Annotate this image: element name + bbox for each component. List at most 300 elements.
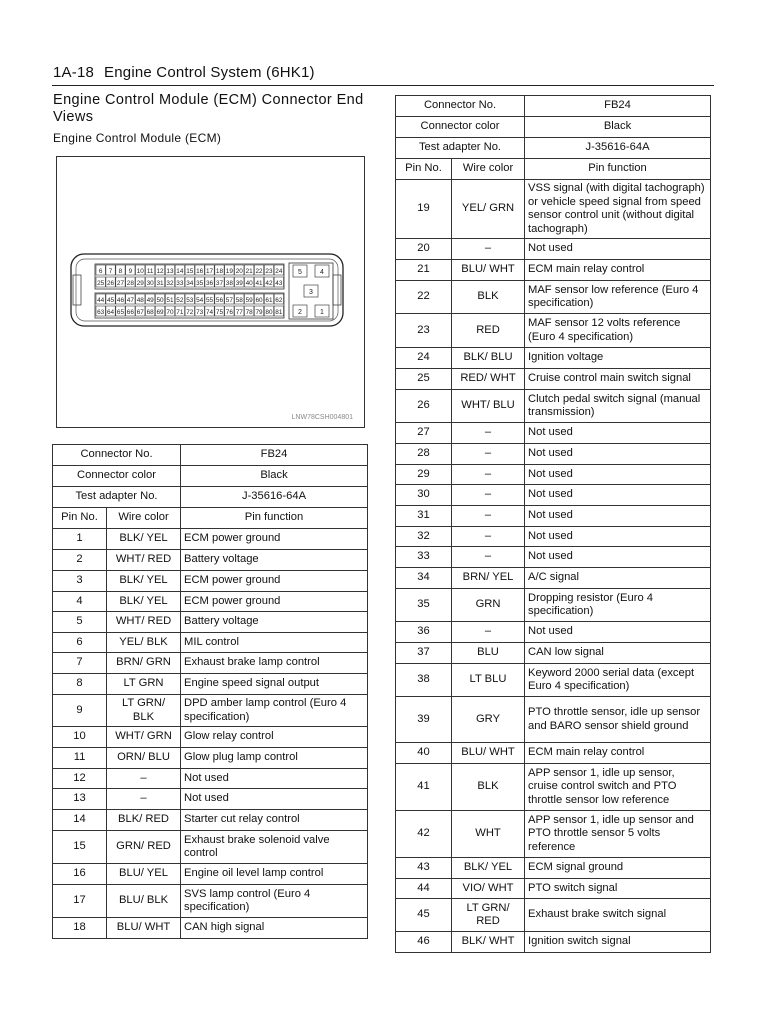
power-pin-label: 4	[320, 269, 324, 276]
pin-number: 33	[396, 547, 452, 568]
table-row	[396, 314, 711, 348]
pin-label: 8	[118, 267, 123, 275]
wire-color: BLK/ YEL	[107, 571, 181, 592]
header-value: Black	[525, 117, 711, 138]
wire-color: BRN/ GRN	[107, 653, 181, 674]
pin-label: 32	[166, 279, 174, 287]
wire-color: BLK	[452, 281, 525, 314]
header-label: Connector color	[396, 117, 525, 138]
section-subtitle: Engine Control Module (ECM)	[53, 131, 222, 145]
pin-number: 39	[396, 697, 452, 743]
pin-label: 51	[166, 296, 174, 304]
left-key-notch	[73, 275, 81, 305]
power-pin-label: 3	[309, 289, 313, 296]
pin-function: MAF sensor 12 volts reference (Euro 4 specification)	[525, 314, 711, 348]
pin-number: 8	[53, 674, 107, 695]
pin-label: 54	[196, 296, 204, 304]
pin-function: Exhaust brake lamp control	[181, 653, 368, 674]
pin-number: 15	[53, 831, 107, 864]
pin-function: Not used	[525, 485, 711, 506]
table-header-row	[396, 96, 711, 117]
wire-color: BLK	[452, 764, 525, 811]
header-label: Connector No.	[396, 96, 525, 117]
pin-label: 11	[146, 267, 154, 275]
table-row	[396, 465, 711, 485]
pin-label: 14	[176, 267, 184, 275]
pin-number: 46	[396, 932, 452, 953]
pin-number: 4	[53, 592, 107, 612]
pin-number: 14	[53, 810, 107, 831]
pin-number: 45	[396, 899, 452, 932]
pin-number: 38	[396, 664, 452, 697]
table-row	[396, 506, 711, 527]
pin-label: 35	[196, 279, 204, 287]
pin-label: 48	[136, 296, 144, 304]
wire-color: GRY	[452, 697, 525, 743]
table-header-row	[53, 445, 368, 466]
pin-label: 26	[106, 279, 115, 287]
pin-function: Engine speed signal output	[181, 674, 368, 695]
power-pin-label: 1	[320, 309, 324, 316]
header-value: FB24	[525, 96, 711, 117]
table-row	[53, 633, 368, 653]
table-row	[396, 811, 711, 858]
header-value: J-35616-64A	[525, 138, 711, 159]
header-value: Black	[181, 466, 368, 487]
pin-table-right	[395, 95, 711, 953]
pin-number: 22	[396, 281, 452, 314]
table-row	[396, 423, 711, 444]
pin-label: 20	[235, 267, 243, 275]
table-row	[396, 858, 711, 879]
pin-label: 24	[275, 267, 283, 275]
header-value: FB24	[181, 445, 368, 466]
power-pin-label: 5	[298, 269, 302, 276]
pin-function: Clutch pedal switch signal (manual transmission)	[525, 390, 711, 423]
pin-label: 46	[116, 296, 125, 304]
table-row	[396, 281, 711, 314]
pin-number: 24	[396, 348, 452, 369]
wire-color: BLK/ BLU	[452, 348, 525, 369]
pin-label: 58	[235, 296, 243, 304]
pin-number: 11	[53, 748, 107, 769]
pin-label: 45	[106, 296, 115, 304]
table-row	[53, 810, 368, 831]
pin-label: 22	[255, 267, 263, 275]
pin-function: Not used	[525, 239, 711, 260]
pin-number: 27	[396, 423, 452, 444]
table-row	[396, 547, 711, 568]
pin-number: 20	[396, 239, 452, 260]
pin-label: 69	[156, 308, 164, 316]
pin-label: 59	[245, 296, 253, 304]
pin-function: Exhaust brake switch signal	[525, 899, 711, 932]
pin-number: 43	[396, 858, 452, 879]
wire-color: WHT/ RED	[107, 550, 181, 571]
connector-figure	[56, 156, 365, 428]
pin-label: 13	[166, 267, 174, 275]
wire-color: LT GRN	[107, 674, 181, 695]
pin-label: 70	[166, 308, 174, 316]
pin-label: 37	[215, 279, 224, 287]
pin-function: Exhaust brake solenoid valve control	[181, 831, 368, 864]
wire-color: –	[107, 769, 181, 789]
pin-function: MIL control	[181, 633, 368, 653]
pin-function: ECM power ground	[181, 571, 368, 592]
right-key-notch	[333, 275, 341, 305]
pin-function: Battery voltage	[181, 550, 368, 571]
pin-number: 25	[396, 369, 452, 390]
pin-label: 78	[245, 308, 253, 316]
wire-color: WHT/ RED	[107, 612, 181, 633]
wire-color: –	[452, 506, 525, 527]
pin-label: 74	[205, 308, 214, 316]
pin-function: Not used	[525, 423, 711, 444]
table-row	[396, 589, 711, 622]
pin-function: Not used	[525, 506, 711, 527]
table-row	[53, 695, 368, 727]
pin-label: 52	[176, 296, 184, 304]
pin-label: 65	[116, 308, 125, 316]
wire-color: GRN/ RED	[107, 831, 181, 864]
wire-color: –	[452, 444, 525, 465]
pin-number: 44	[396, 879, 452, 899]
pin-label: 75	[215, 308, 224, 316]
pin-label: 79	[255, 308, 263, 316]
wire-color: WHT	[452, 811, 525, 858]
table-row	[396, 743, 711, 764]
table-row	[396, 390, 711, 423]
pin-function: Not used	[525, 527, 711, 547]
pin-function: Not used	[525, 622, 711, 643]
pin-number: 19	[396, 180, 452, 239]
table-row	[396, 697, 711, 743]
table-row	[396, 932, 711, 953]
wire-color: –	[107, 789, 181, 810]
pin-function: Starter cut relay control	[181, 810, 368, 831]
pin-label: 12	[156, 267, 164, 275]
pin-label: 40	[245, 279, 253, 287]
pin-number: 28	[396, 444, 452, 465]
pin-number: 40	[396, 743, 452, 764]
pin-label: 7	[108, 267, 113, 275]
pin-label: 61	[265, 296, 273, 304]
table-row	[396, 239, 711, 260]
table-header-row	[396, 138, 711, 159]
pin-label: 64	[106, 308, 115, 316]
table-header-row	[53, 466, 368, 487]
wire-color: –	[452, 239, 525, 260]
wire-color: YEL/ BLK	[107, 633, 181, 653]
pin-function: PTO throttle sensor, idle up sensor and BARO sensor shield ground	[525, 697, 711, 743]
pin-number: 5	[53, 612, 107, 633]
header-rule	[52, 85, 714, 86]
pin-label: 66	[126, 308, 134, 316]
wire-color: –	[452, 485, 525, 506]
table-row	[396, 444, 711, 465]
section-title: Engine Control Module (ECM) Connector End Views	[53, 92, 364, 125]
wire-color: RED/ WHT	[452, 369, 525, 390]
wire-color: GRN	[452, 589, 525, 622]
pin-number: 9	[53, 695, 107, 727]
table-row	[396, 622, 711, 643]
pin-label: 56	[215, 296, 224, 304]
pin-number: 42	[396, 811, 452, 858]
wire-color: BLK/ YEL	[107, 529, 181, 550]
table-row	[53, 789, 368, 810]
header-label: Test adapter No.	[53, 487, 181, 508]
pin-number: 36	[396, 622, 452, 643]
pin-number: 16	[53, 864, 107, 885]
page-number: 1A-18	[53, 64, 95, 81]
wire-color: BLK/ RED	[107, 810, 181, 831]
pin-number: 10	[53, 727, 107, 748]
pin-label: 19	[225, 267, 233, 275]
column-header: Wire color	[107, 508, 181, 529]
table-row	[53, 864, 368, 885]
header-label: Connector color	[53, 466, 181, 487]
pin-label: 17	[205, 267, 214, 275]
pin-function: Not used	[181, 789, 368, 810]
table-row	[53, 653, 368, 674]
pin-number: 7	[53, 653, 107, 674]
pin-label: 36	[205, 279, 214, 287]
pin-label: 63	[97, 308, 105, 316]
wire-color: BLU/ BLK	[107, 885, 181, 918]
pin-function: ECM main relay control	[525, 260, 711, 281]
pin-label: 31	[156, 279, 164, 287]
pin-label: 67	[136, 308, 144, 316]
table-header-row	[53, 487, 368, 508]
pin-label: 49	[146, 296, 154, 304]
table-row	[396, 485, 711, 506]
pin-function: Glow plug lamp control	[181, 748, 368, 769]
pin-label: 9	[128, 267, 133, 275]
pin-number: 17	[53, 885, 107, 918]
pin-function: ECM signal ground	[525, 858, 711, 879]
pin-function: VSS signal (with digital tachograph) or vehicle speed signal from speed sensor control unit (without digital tachograph)	[525, 180, 711, 239]
pin-function: PTO switch signal	[525, 879, 711, 899]
pin-function: Glow relay control	[181, 727, 368, 748]
table-row	[396, 664, 711, 697]
table-row	[53, 769, 368, 789]
table-row	[396, 879, 711, 899]
column-header-row	[396, 159, 711, 180]
wire-color: VIO/ WHT	[452, 879, 525, 899]
table-row	[396, 369, 711, 390]
pin-number: 3	[53, 571, 107, 592]
pin-label: 34	[186, 279, 194, 287]
power-pin-label: 2	[298, 309, 302, 316]
wire-color: WHT/ GRN	[107, 727, 181, 748]
pin-function: A/C signal	[525, 568, 711, 589]
pin-function: APP sensor 1, idle up sensor and PTO throttle sensor 5 volts reference	[525, 811, 711, 858]
pin-number: 34	[396, 568, 452, 589]
pin-function: Keyword 2000 serial data (except Euro 4 specification)	[525, 664, 711, 697]
wire-color: –	[452, 622, 525, 643]
pin-label: 68	[146, 308, 154, 316]
wire-color: BLU/ WHT	[107, 918, 181, 939]
pin-function: SVS lamp control (Euro 4 specification)	[181, 885, 368, 918]
pin-function: Not used	[525, 444, 711, 465]
table-row	[396, 643, 711, 664]
pin-function: DPD amber lamp control (Euro 4 specification)	[181, 695, 368, 727]
pin-number: 41	[396, 764, 452, 811]
wire-color: –	[452, 423, 525, 444]
pin-label: 6	[98, 267, 103, 275]
wire-color: BLK/ YEL	[452, 858, 525, 879]
pin-label: 10	[136, 267, 144, 275]
table-row	[53, 592, 368, 612]
table-row	[53, 571, 368, 592]
pin-label: 44	[97, 296, 105, 304]
header-label: Connector No.	[53, 445, 181, 466]
wire-color: LT GRN/ RED	[452, 899, 525, 932]
pin-function: ECM main relay control	[525, 743, 711, 764]
column-header-row	[53, 508, 368, 529]
pin-number: 32	[396, 527, 452, 547]
pin-label: 16	[196, 267, 204, 275]
table-row	[53, 529, 368, 550]
pin-number: 23	[396, 314, 452, 348]
table-row	[53, 885, 368, 918]
pin-function: CAN high signal	[181, 918, 368, 939]
page-header	[53, 64, 315, 81]
pin-function: Ignition switch signal	[525, 932, 711, 953]
wire-color: ORN/ BLU	[107, 748, 181, 769]
wire-color: BLU/ YEL	[107, 864, 181, 885]
pin-label: 25	[97, 279, 105, 287]
table-row	[396, 180, 711, 239]
pin-number: 2	[53, 550, 107, 571]
wire-color: BLU/ WHT	[452, 743, 525, 764]
pin-label: 30	[146, 279, 154, 287]
pin-number: 6	[53, 633, 107, 653]
pin-number: 30	[396, 485, 452, 506]
pin-number: 12	[53, 769, 107, 789]
pin-label: 15	[186, 267, 194, 275]
pin-label: 27	[116, 279, 125, 287]
pin-label: 80	[265, 308, 273, 316]
wire-color: –	[452, 527, 525, 547]
pin-function: Cruise control main switch signal	[525, 369, 711, 390]
table-row	[53, 748, 368, 769]
pin-label: 55	[205, 296, 214, 304]
header-value: J-35616-64A	[181, 487, 368, 508]
pin-label: 39	[235, 279, 243, 287]
table-row	[396, 348, 711, 369]
pin-label: 28	[126, 279, 134, 287]
table-row	[53, 831, 368, 864]
pin-function: Engine oil level lamp control	[181, 864, 368, 885]
wire-color: BLU	[452, 643, 525, 664]
pin-label: 76	[225, 308, 233, 316]
pin-function: ECM power ground	[181, 529, 368, 550]
table-row	[396, 527, 711, 547]
pin-function: Ignition voltage	[525, 348, 711, 369]
pin-number: 21	[396, 260, 452, 281]
wire-color: BLU/ WHT	[452, 260, 525, 281]
pin-label: 29	[136, 279, 144, 287]
pin-function: Battery voltage	[181, 612, 368, 633]
header-label: Test adapter No.	[396, 138, 525, 159]
pin-function: ECM power ground	[181, 592, 368, 612]
wire-color: LT BLU	[452, 664, 525, 697]
column-header: Wire color	[452, 159, 525, 180]
table-row	[53, 550, 368, 571]
wire-color: –	[452, 547, 525, 568]
wire-color: YEL/ GRN	[452, 180, 525, 239]
connector-end-view-drawing	[57, 157, 366, 429]
table-row	[53, 918, 368, 939]
pin-function: MAF sensor low reference (Euro 4 specification)	[525, 281, 711, 314]
pin-number: 29	[396, 465, 452, 485]
pin-label: 53	[186, 296, 194, 304]
wire-color: BLK/ YEL	[107, 592, 181, 612]
pin-function: Not used	[525, 465, 711, 485]
pin-label: 33	[176, 279, 184, 287]
pin-label: 71	[176, 308, 184, 316]
pin-function: Dropping resistor (Euro 4 specification)	[525, 589, 711, 622]
pin-label: 47	[126, 296, 134, 304]
pin-label: 81	[275, 308, 283, 316]
table-row	[396, 899, 711, 932]
wire-color: WHT/ BLU	[452, 390, 525, 423]
pin-table-left	[52, 444, 368, 939]
pin-label: 50	[156, 296, 164, 304]
pin-label: 77	[235, 308, 243, 316]
pin-label: 43	[275, 279, 283, 287]
pin-number: 31	[396, 506, 452, 527]
table-row	[53, 612, 368, 633]
pin-function: Not used	[181, 769, 368, 789]
pin-label: 38	[225, 279, 233, 287]
column-header: Pin No.	[53, 508, 107, 529]
pin-label: 23	[265, 267, 273, 275]
pin-number: 18	[53, 918, 107, 939]
column-header: Pin function	[525, 159, 711, 180]
section-name: Engine Control System (6HK1)	[104, 64, 315, 81]
pin-number: 26	[396, 390, 452, 423]
pin-label: 73	[196, 308, 204, 316]
pin-label: 62	[275, 296, 283, 304]
pin-label: 41	[255, 279, 263, 287]
table-row	[396, 568, 711, 589]
table-header-row	[396, 117, 711, 138]
wire-color: BRN/ YEL	[452, 568, 525, 589]
wire-color: –	[452, 465, 525, 485]
pin-label: 21	[245, 267, 253, 275]
table-row	[53, 674, 368, 695]
pin-label: 18	[215, 267, 224, 275]
wire-color: RED	[452, 314, 525, 348]
pin-function: APP sensor 1, idle up sensor, cruise control switch and PTO throttle sensor low reference	[525, 764, 711, 811]
pin-number: 35	[396, 589, 452, 622]
wire-color: BLK/ WHT	[452, 932, 525, 953]
pin-label: 57	[225, 296, 233, 304]
pin-label: 42	[265, 279, 273, 287]
pin-function: CAN low signal	[525, 643, 711, 664]
pin-function: Not used	[525, 547, 711, 568]
pin-number: 37	[396, 643, 452, 664]
figure-code: LNW78CSH004801	[291, 414, 353, 421]
pin-number: 1	[53, 529, 107, 550]
table-row	[396, 764, 711, 811]
pin-number: 13	[53, 789, 107, 810]
pin-label: 72	[186, 308, 194, 316]
wire-color: LT GRN/ BLK	[107, 695, 181, 727]
pin-label: 60	[255, 296, 263, 304]
